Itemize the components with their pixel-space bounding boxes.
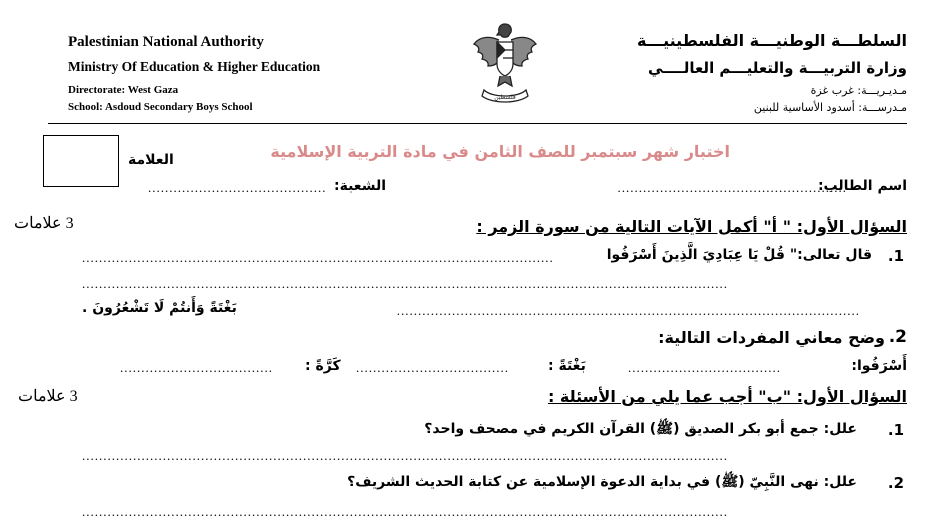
header-divider xyxy=(48,123,907,124)
q1a-item1-text: قال تعالى:" قُلْ يَا عِبَادِيَ الَّذِينَ أَسْرَفُوا xyxy=(606,247,872,263)
q1b-q1-answer[interactable]: ........................................................................................................................................................ xyxy=(82,448,728,463)
arabic-school: مـدرســـة: أسدود الأساسية للبنين xyxy=(753,101,907,114)
q1a-marks: 3 علامات xyxy=(14,215,74,232)
section-label: الشعبة: xyxy=(334,178,387,194)
english-authority: Palestinian National Authority xyxy=(68,34,264,50)
q1a-item1-number: 1. xyxy=(887,247,904,265)
grade-box[interactable] xyxy=(43,135,119,187)
q1b-heading: السؤال الأول: "ب" أجب عما يلي من الأسئلة : xyxy=(547,387,907,406)
arabic-directorate: مـديـريـــة: غرب غزة xyxy=(810,84,907,97)
q1a-answer-line-3[interactable]: ............................................................................................................. xyxy=(396,303,860,318)
english-school: School: Asdoud Secondary Boys School xyxy=(68,101,253,113)
vocab-answer-3[interactable]: .................................... xyxy=(120,360,273,375)
q1b-q2-answer[interactable]: ........................................................................................................................................................ xyxy=(82,504,728,519)
student-name-field[interactable]: ...................................................... xyxy=(617,180,847,195)
vocab-word-3: كَرَّةً : xyxy=(305,358,341,374)
grade-label: العلامة xyxy=(128,152,174,168)
q1a-answer-line-2[interactable]: ........................................................................................................................................................ xyxy=(82,276,728,291)
vocab-answer-1[interactable]: .................................... xyxy=(628,360,781,375)
q1b-marks: 3 علامات xyxy=(18,388,78,405)
q1a-item2-number: 2. xyxy=(888,327,907,347)
arabic-authority: السلطـــة الوطنيـــة الفلسطينيـــة xyxy=(636,31,907,50)
vocab-word-1: أَسْرَفُوا: xyxy=(851,358,907,374)
exam-title: اختبار شهر سبتمبر للصف الثامن في مادة التربية الإسلامية xyxy=(270,142,730,161)
arabic-ministry: وزارة التربيـــة والتعليـــم العالــــي xyxy=(648,59,907,77)
q1a-line3-text: بَغْتَةً وَأَنتُمْ لَا تَشْعُرُونَ . xyxy=(82,300,237,316)
section-field[interactable]: .......................................... xyxy=(148,180,327,195)
eagle-emblem-icon xyxy=(466,18,544,110)
q1a-item2-text: وضح معاني المفردات التالية: xyxy=(658,328,885,347)
emblem-text: فلسطين xyxy=(494,94,516,101)
q1a-heading: السؤال الأول: " أ" أكمل الآيات التالية من سورة الزمر : xyxy=(476,217,907,236)
vocab-answer-2[interactable]: .................................... xyxy=(356,360,509,375)
q1b-q2-number: 2. xyxy=(887,474,904,492)
english-directorate: Directorate: West Gaza xyxy=(68,84,179,96)
q1b-q1-text: علل: جمع أبو بكر الصديق (ﷺ) القرآن الكريم في مصحف واحد؟ xyxy=(424,421,857,437)
q1a-item1-answer[interactable]: ............................................................................................................... xyxy=(82,250,554,265)
english-ministry: Ministry Of Education & Higher Education xyxy=(68,59,321,74)
q1b-q2-text: علل: نهى النَّبِيّ (ﷺ) في بداية الدعوة الإسلامية عن كتابة الحديث الشريف؟ xyxy=(347,474,857,490)
student-name-label: اسم الطالب: xyxy=(817,178,907,194)
q1b-q1-number: 1. xyxy=(887,421,904,439)
vocab-word-2: بَغْتَةً : xyxy=(548,358,586,374)
